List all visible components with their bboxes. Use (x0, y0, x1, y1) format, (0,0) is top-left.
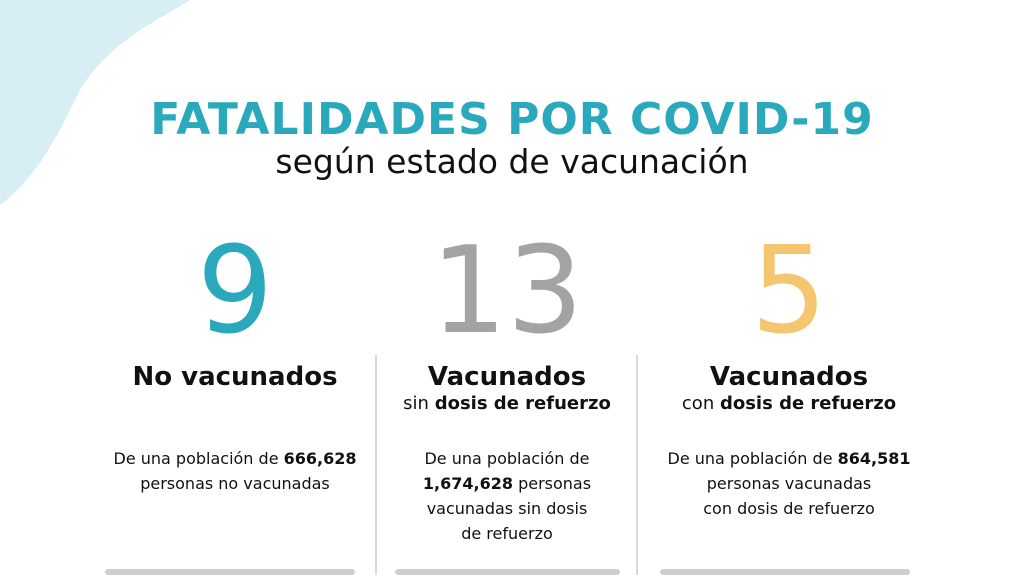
description-line: De una población de 666,628 (113, 449, 357, 468)
category-title-unvaccinated: No vacunados (132, 362, 338, 392)
category-subtitle-booster: con dosis de refuerzo (681, 393, 897, 414)
description-line: personas vacunadas (706, 474, 872, 493)
description-line: vacunadas sin dosis (426, 499, 588, 518)
fatalities-count-unvaccinated: 9 (196, 222, 274, 361)
cropped-content-strip (395, 569, 620, 575)
description-line: de refuerzo (461, 524, 553, 543)
population-description-booster (640, 446, 938, 521)
column-vaccinated-booster (640, 222, 938, 518)
population-description-unvaccinated (90, 446, 380, 496)
description-line: 1,674,628 personas (422, 474, 592, 493)
column-vaccinated-no-booster (378, 222, 636, 543)
cropped-content-strip (660, 569, 910, 575)
page-subtitle: según estado de vacunación (275, 142, 749, 181)
description-line: con dosis de refuerzo (703, 499, 875, 518)
description-line: De una población de 864,581 (667, 449, 911, 468)
description-line: De una población de (424, 449, 590, 468)
description-line: personas no vacunadas (140, 474, 330, 493)
cropped-content-strip (105, 569, 355, 575)
column-unvaccinated (90, 222, 380, 493)
category-title-booster: Vacunados (709, 362, 869, 392)
fatalities-count-booster: 5 (750, 222, 828, 361)
page-title: FATALIDADES POR COVID-19 (150, 94, 874, 145)
column-divider-right (636, 355, 638, 575)
fatalities-count-no-booster: 13 (430, 222, 584, 361)
category-title-no-booster: Vacunados (427, 362, 587, 392)
category-subtitle-no-booster: sin dosis de refuerzo (403, 393, 611, 414)
population-description-no-booster (378, 446, 636, 546)
